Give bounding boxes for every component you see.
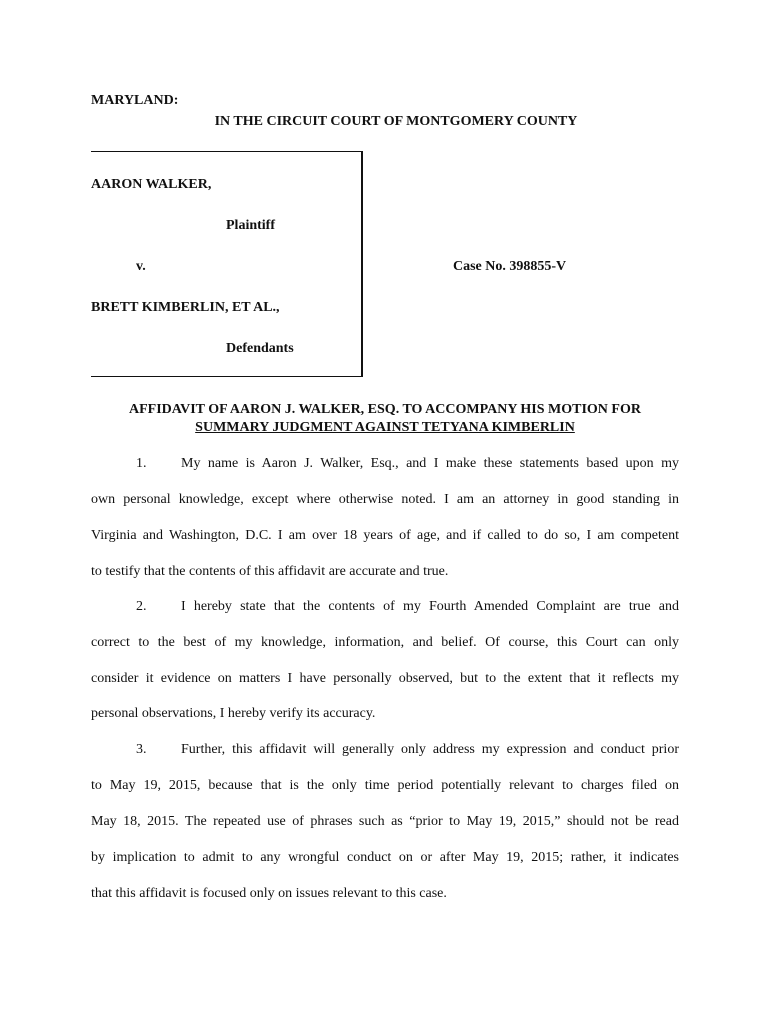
paragraph-line: May 18, 2015. The repeated use of phrases such as “prior to May 19, 2015,” should not be read [91,814,679,829]
paragraph-line: that this affidavit is focused only on issues relevant to this case. [91,886,447,901]
paragraph-first-line: I hereby state that the contents of my Fourth Amended Complaint are true and [181,599,679,614]
caption-rule-bottom [91,376,363,377]
paragraph-line: by implication to admit to any wrongful conduct on or after May 19, 2015; rather, it indicates [91,850,679,865]
paragraph-line: correct to the best of my knowledge, information, and belief. Of course, this Court can only [91,635,679,650]
paragraph-line: Virginia and Washington, D.C. I am over 18 years of age, and if called to do so, I am competent [91,528,679,543]
state-label: MARYLAND: [91,93,179,108]
versus-label: v. [136,259,146,274]
paragraph-number: 2. [136,599,147,614]
paragraph-first-line: My name is Aaron J. Walker, Esq., and I make these statements based upon my [181,456,679,471]
court-title: IN THE CIRCUIT COURT OF MONTGOMERY COUNTY [214,114,578,129]
defendant-role: Defendants [226,341,294,356]
plaintiff-name: AARON WALKER, [91,177,212,192]
caption-rule-top [91,151,363,152]
paragraph-number: 3. [136,742,147,757]
paragraph-line: to testify that the contents of this affidavit are accurate and true. [91,564,449,579]
paragraph-line: to May 19, 2015, because that is the only time period potentially relevant to charges filed on [91,778,679,793]
paragraph-number: 1. [136,456,147,471]
paragraph-line: own personal knowledge, except where otherwise noted. I am an attorney in good standing in [91,492,679,507]
paragraph-line: consider it evidence on matters I have personally observed, but to the extent that it reflects my [91,671,679,686]
plaintiff-role: Plaintiff [226,218,275,233]
paragraph-first-line: Further, this affidavit will generally only address my expression and conduct prior [181,742,679,757]
document-title-line-1: AFFIDAVIT OF AARON J. WALKER, ESQ. TO ACCOMPANY HIS MOTION FOR [129,402,641,417]
paragraph-line: personal observations, I hereby verify its accuracy. [91,706,376,721]
defendant-name: BRETT KIMBERLIN, ET AL., [91,300,280,315]
caption-divider [361,151,363,376]
document-title-line-2: SUMMARY JUDGMENT AGAINST TETYANA KIMBERLIN [195,420,575,435]
case-number: Case No. 398855-V [453,259,567,274]
